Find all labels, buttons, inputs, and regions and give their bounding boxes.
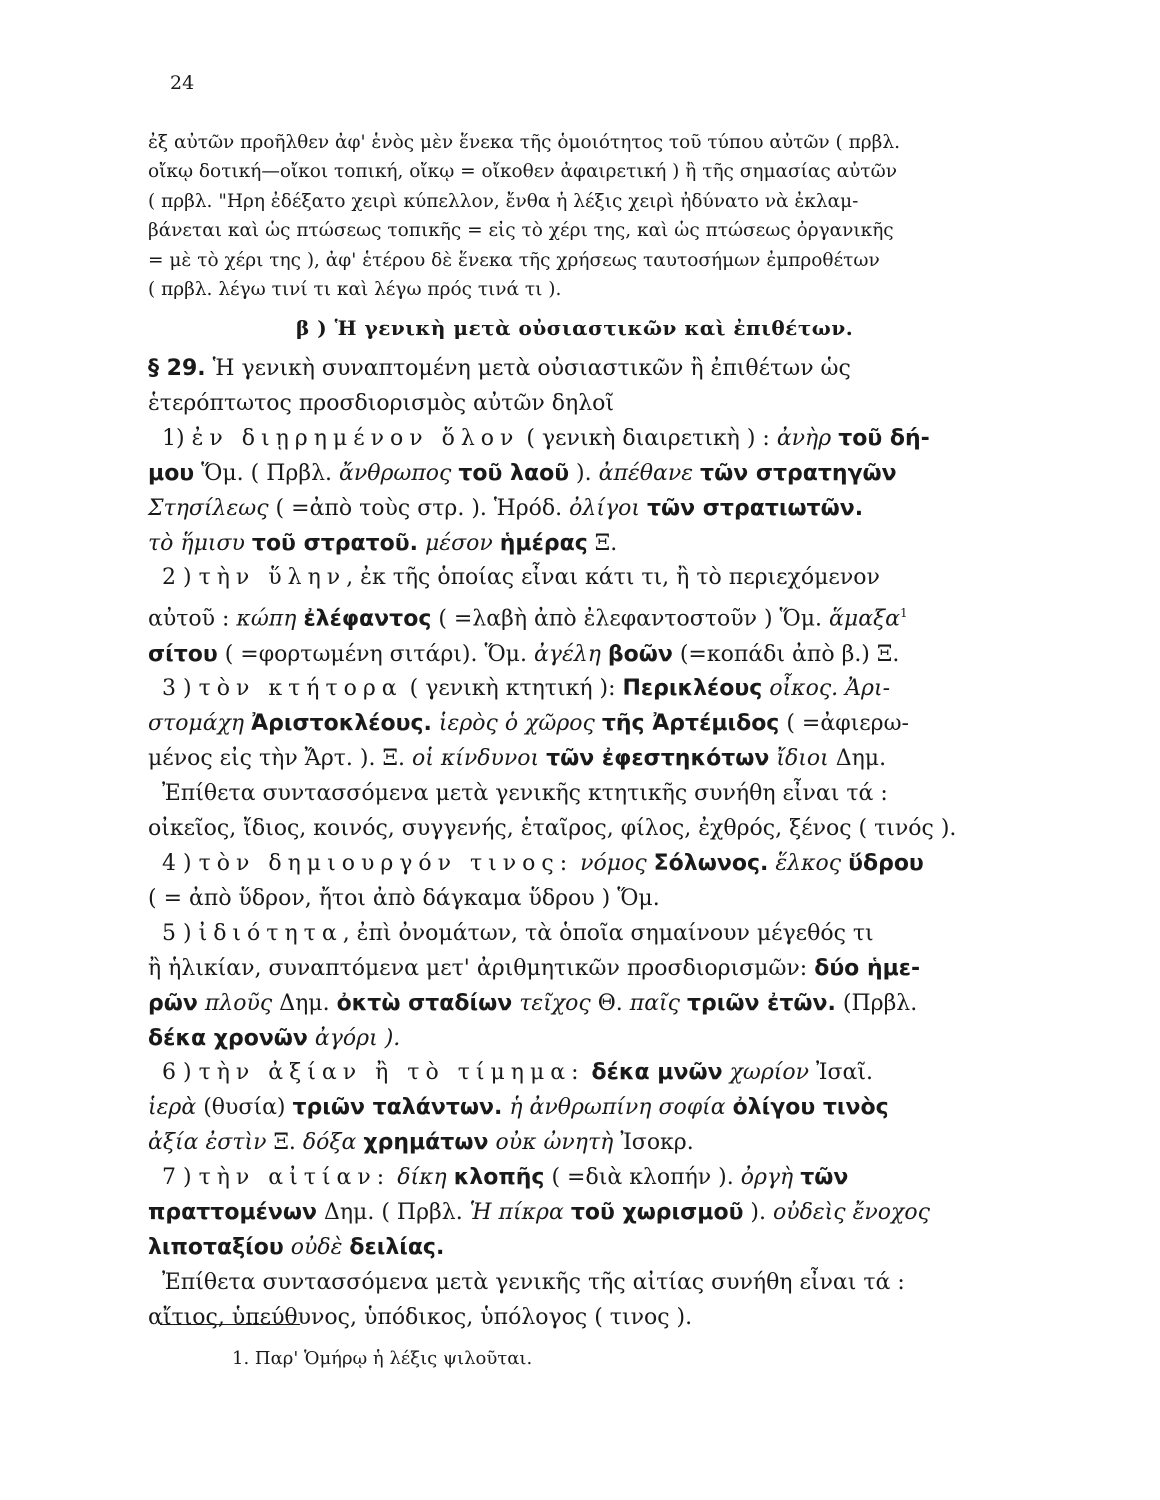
text-run: μένος εἰς τὴν Ἄρτ. ). Ξ.	[148, 746, 412, 772]
italic-run: χωρίον	[729, 1060, 810, 1086]
italic-run: ἱερὰ	[148, 1095, 197, 1121]
text-run: 4 )	[148, 851, 199, 877]
bold-run: Σόλωνος.	[653, 851, 769, 877]
text-line	[148, 987, 1068, 1022]
text-run: ).	[743, 1200, 773, 1226]
italic-run: ἡ ἀνθρωπίνη σοφία	[509, 1095, 726, 1121]
section-intro-line2: ἑτερόπτωτος προσδιορισμὸς αὐτῶν δηλοῖ	[148, 390, 615, 416]
text-run: ( γενικὴ διαιρετικὴ ) :	[519, 425, 777, 451]
italic-run: Στησίλεως	[148, 495, 269, 521]
italic-run: δίκη	[397, 1165, 447, 1191]
italic-run: ἴδιοι	[776, 746, 829, 772]
section-heading-line	[148, 352, 1068, 387]
text-run	[601, 642, 608, 667]
bold-run: δύο ἡμε-	[814, 955, 921, 981]
text-run: αὐτοῦ :	[148, 606, 237, 632]
italic-run: παῖς	[629, 990, 680, 1016]
text-run: Ὅμ. ( Πρβλ.	[194, 460, 339, 486]
text-line	[148, 882, 1068, 917]
text-line	[148, 707, 1068, 742]
text-run	[284, 1235, 291, 1260]
text-run	[308, 1026, 315, 1051]
bold-run: λιποταξίου	[148, 1234, 284, 1260]
italic-run: ἅμαξα	[829, 606, 901, 632]
text-run: Ἐπίθετα συντασσόμενα μετὰ γενικῆς τῆς αἰτίας συνήθη εἶναι τά :	[148, 1269, 905, 1295]
text-line	[148, 1196, 1068, 1231]
text-run: ( =φορτωμένη σιτάρι). Ὅμ.	[217, 641, 534, 667]
text-run: Θ.	[590, 990, 630, 1016]
bold-run: βοῶν	[607, 641, 673, 667]
text-line	[148, 527, 1068, 562]
text-run: , ἐπὶ ὀνομάτων, τὰ ὁποῖα σημαίνουν μέγεθός τι	[342, 920, 874, 946]
intro-line: = μὲ τὸ χέρι της ), ἀφ' ἑτέρου δὲ ἕνεκα τῆς χρήσεως ταυτοσήμων ἐμπροθέτων	[148, 249, 880, 271]
italic-run: ἀγόρι ).	[314, 1025, 401, 1051]
text-run: Ἐπίθετα συντασσόμενα μετὰ γενικῆς κτητικῆς συνήθη εἶναι τά :	[148, 781, 888, 807]
text-run: ( =ἀφιερω-	[779, 711, 909, 737]
intro-line: βάνεται καὶ ὡς πτώσεως τοπικῆς = εἰς τὸ χέρι της, καὶ ὡς πτώσεως ὀργανικῆς	[148, 220, 894, 242]
bold-run: χρημάτων	[363, 1130, 489, 1156]
spaced-run: τὸν δημιουργόν τινος:	[198, 851, 574, 877]
page-number: 24	[170, 72, 195, 94]
italic-run: ἀγέλη	[533, 641, 601, 667]
numbered-items	[148, 422, 1068, 1336]
text-run: Δημ.	[828, 746, 887, 772]
text-run	[726, 1095, 733, 1120]
bold-run: ρῶν	[148, 990, 198, 1016]
italic-run: ἄνθρωπος	[339, 460, 452, 486]
italic-run: οὐδεὶς ἔνοχος	[773, 1200, 930, 1226]
bold-run: τῶν στρατηγῶν	[700, 460, 897, 486]
italic-run: τεῖχος	[519, 990, 591, 1016]
bold-run: Ἀριστοκλέους.	[251, 711, 432, 737]
bold-run: τοῦ στρατοῦ.	[251, 530, 418, 556]
text-run	[245, 531, 252, 556]
bold-run: τῆς Ἀρτέμιδος	[601, 711, 780, 737]
text-run: 1)	[148, 425, 192, 451]
italic-run: ἱερὸς ὁ χῶρος	[438, 711, 595, 737]
text-run	[647, 851, 654, 876]
text-line	[148, 1126, 1068, 1161]
spaced-run: τὴν αἰτίαν:	[198, 1165, 391, 1191]
text-run	[640, 496, 647, 521]
text-line	[148, 1022, 1068, 1057]
text-run: ).	[569, 460, 599, 486]
text-line	[148, 1266, 1068, 1301]
italic-run: ὀλίγοι	[569, 495, 640, 521]
text-line	[148, 812, 1068, 847]
text-run: , ἐκ τῆς ὁποίας εἶναι κάτι τι, ἢ τὸ περιεχόμενον	[346, 565, 880, 591]
text-run: αἴτιος, ὑπεύθυνος, ὑπόδικος, ὑπόλογος ( τινος ).	[148, 1304, 693, 1330]
bold-run: δειλίας.	[349, 1234, 445, 1260]
text-run: 5 )	[148, 920, 199, 946]
bold-run: πραττομένων	[148, 1200, 317, 1226]
italic-run: δόξα	[302, 1130, 357, 1156]
text-run: 6 )	[148, 1060, 199, 1086]
italic-run: οὐκ ὠνητὴ	[495, 1130, 614, 1156]
bold-run: τριῶν ἐτῶν.	[687, 990, 836, 1016]
spaced-run: ἐν διῃρημένον ὅλον	[191, 425, 520, 451]
text-line	[148, 1056, 1068, 1091]
italic-run: κώπη	[236, 606, 297, 632]
text-run: (θυσία)	[196, 1095, 293, 1121]
italic-run: ἀπέθανε	[598, 460, 694, 486]
bold-run: ἡμέρας	[499, 530, 588, 556]
text-run: Ἰσοκρ.	[613, 1130, 694, 1156]
bold-run: τῶν	[800, 1165, 849, 1191]
text-run: ( =ἀπὸ τοὺς στρ. ). Ἡρόδ.	[268, 495, 570, 521]
bold-run: τοῦ χωρισμοῦ	[570, 1200, 744, 1226]
text-run: (Πρβλ.	[835, 990, 918, 1016]
bold-run: τῶν ἐφεστηκότων	[546, 746, 770, 772]
italic-run: Ἡ πίκρα	[469, 1200, 564, 1226]
italic-run: οὐδὲ	[290, 1234, 343, 1260]
bold-run: τοῦ λαοῦ	[458, 460, 570, 486]
text-run: 7 )	[148, 1165, 199, 1191]
bold-run: τριῶν ταλάντων.	[292, 1095, 503, 1121]
bold-run: κλοπῆς	[453, 1165, 545, 1191]
section-intro: Ἡ γενικὴ συναπτομένη μετὰ οὐσιαστικῶν ἢ ἐπιθέτων ὡς	[205, 356, 851, 381]
spaced-run: ἰδιότητα	[198, 920, 343, 946]
text-run: Δημ.	[272, 990, 337, 1016]
text-run	[418, 531, 425, 556]
section-subheading: β ) Ἡ γενικὴ μετὰ οὐσιαστικῶν καὶ ἐπιθέτων.	[296, 316, 854, 340]
bold-run: μου	[148, 460, 195, 486]
text-run	[585, 1060, 592, 1085]
bold-run: ὀκτὼ σταδίων	[336, 990, 513, 1016]
italic-run: πλοῦς	[204, 990, 273, 1016]
intro-line: οἴκῳ δοτική—οἴκοι τοπική, οἴκῳ = οἴκοθεν ἀφαιρετική ) ἢ τῆς σημασίας αὐτῶν	[148, 161, 897, 183]
text-run: Ξ.	[266, 1130, 303, 1156]
bold-run: ὀλίγου τινὸς	[732, 1095, 889, 1121]
text-run	[723, 1060, 730, 1085]
footnote: 1. Παρ' Ὁμήρῳ ἡ λέξις ψιλοῦται.	[232, 1348, 533, 1369]
text-line	[148, 672, 1068, 707]
intro-line: ( πρβλ. λέγω τινί τι καὶ λέγω πρός τινά τι ).	[148, 279, 562, 301]
spaced-run: τὴν ἀξίαν ἢ τὸ τίμημα:	[198, 1060, 585, 1086]
footnote-rule	[160, 1324, 300, 1325]
text-line	[148, 847, 1068, 882]
spaced-run: τὴν ὕλην	[198, 565, 347, 591]
bold-run: τοῦ δή-	[838, 425, 930, 451]
bold-run: δέκα χρονῶν	[148, 1025, 308, 1051]
text-line	[148, 952, 1068, 987]
text-run	[432, 711, 439, 736]
text-line	[148, 457, 1068, 492]
text-line	[148, 561, 1068, 596]
main-text	[148, 352, 1068, 1336]
spaced-run: τὸν κτήτορα	[198, 676, 403, 702]
text-run	[447, 1165, 454, 1190]
text-run: (=κοπάδι ἀπὸ β.) Ξ.	[672, 641, 900, 667]
text-run	[493, 531, 500, 556]
italic-run: νόμος	[580, 851, 647, 877]
text-run: ἢ ἡλικίαν, συναπτόμενα μετ' ἀριθμητικῶν προσδιορισμῶν:	[148, 955, 815, 981]
text-run	[693, 461, 700, 486]
text-line	[148, 742, 1068, 777]
text-run: ( =διὰ κλοπήν ).	[544, 1165, 741, 1191]
bold-run: σίτου	[148, 641, 218, 667]
bold-run: ὕδρου	[848, 851, 924, 877]
text-line	[148, 1231, 1068, 1266]
bold-run: Περικλέους	[622, 676, 763, 702]
italic-run: ἕλκος	[775, 851, 842, 877]
italic-run: ἀνὴρ	[776, 425, 832, 451]
text-run: οἰκεῖος, ἴδιος, κοινός, συγγενής, ἑταῖρος, φίλος, ἐχθρός, ξένος ( τινός ).	[148, 816, 957, 842]
italic-run: ἀξία ἐστὶν	[148, 1130, 267, 1156]
text-line	[148, 638, 1068, 673]
text-line	[148, 917, 1068, 952]
italic-run: οἱ κίνδυνοι	[411, 746, 540, 772]
text-run: ( = ἀπὸ ὕδρον, ἤτοι ἀπὸ δάγκαμα ὕδρου ) Ὅμ.	[148, 885, 660, 911]
intro-line: ( πρβλ. "Ηρη ἐδέξατο χειρὶ κύπελλον, ἔνθα ἡ λέξις χειρὶ ἠδύνατο νὰ ἐκλαμ-	[148, 190, 859, 212]
text-run	[198, 991, 205, 1016]
text-run: 3 )	[148, 676, 199, 702]
section-mark: § 29.	[148, 356, 206, 381]
italic-run: στομάχη	[148, 711, 245, 737]
text-line	[148, 422, 1068, 457]
bold-run: δέκα μνῶν	[591, 1060, 723, 1086]
text-run: Ἰσαῖ.	[809, 1060, 873, 1086]
italic-run: οἶκος. Ἀρι-	[769, 676, 891, 702]
bold-run: ἐλέφαντος	[303, 606, 432, 632]
italic-run: ὀργὴ	[740, 1165, 794, 1191]
italic-run: τὸ ἥμισυ	[148, 530, 245, 556]
text-line	[148, 777, 1068, 812]
text-run: Δημ. ( Πρβλ.	[317, 1200, 470, 1226]
text-line	[148, 596, 1068, 637]
bold-run: τῶν στρατιωτῶν.	[646, 495, 864, 521]
text-line	[148, 1161, 1068, 1196]
footnote-ref: 1	[900, 606, 908, 621]
text-run: ( γενικὴ κτητική ):	[402, 676, 623, 702]
text-run	[680, 991, 687, 1016]
intro-paragraph	[148, 128, 1068, 304]
text-line	[148, 492, 1068, 527]
text-run: ( =λαβὴ ἀπὸ ἐλεφαντοστοῦν ) Ὅμ.	[431, 606, 830, 632]
text-line	[148, 1091, 1068, 1126]
text-run	[564, 1200, 571, 1225]
intro-line: ἐξ αὐτῶν προῆλθεν ἀφ' ἑνὸς μὲν ἕνεκα τῆς ὁμοιότητος τοῦ τύπου αὐτῶν ( πρβλ.	[148, 132, 900, 153]
text-line	[148, 1301, 1068, 1336]
text-run: Ξ.	[587, 530, 618, 556]
italic-run: μέσον	[424, 530, 493, 556]
text-run: 2 )	[148, 565, 199, 591]
text-run	[595, 711, 602, 736]
